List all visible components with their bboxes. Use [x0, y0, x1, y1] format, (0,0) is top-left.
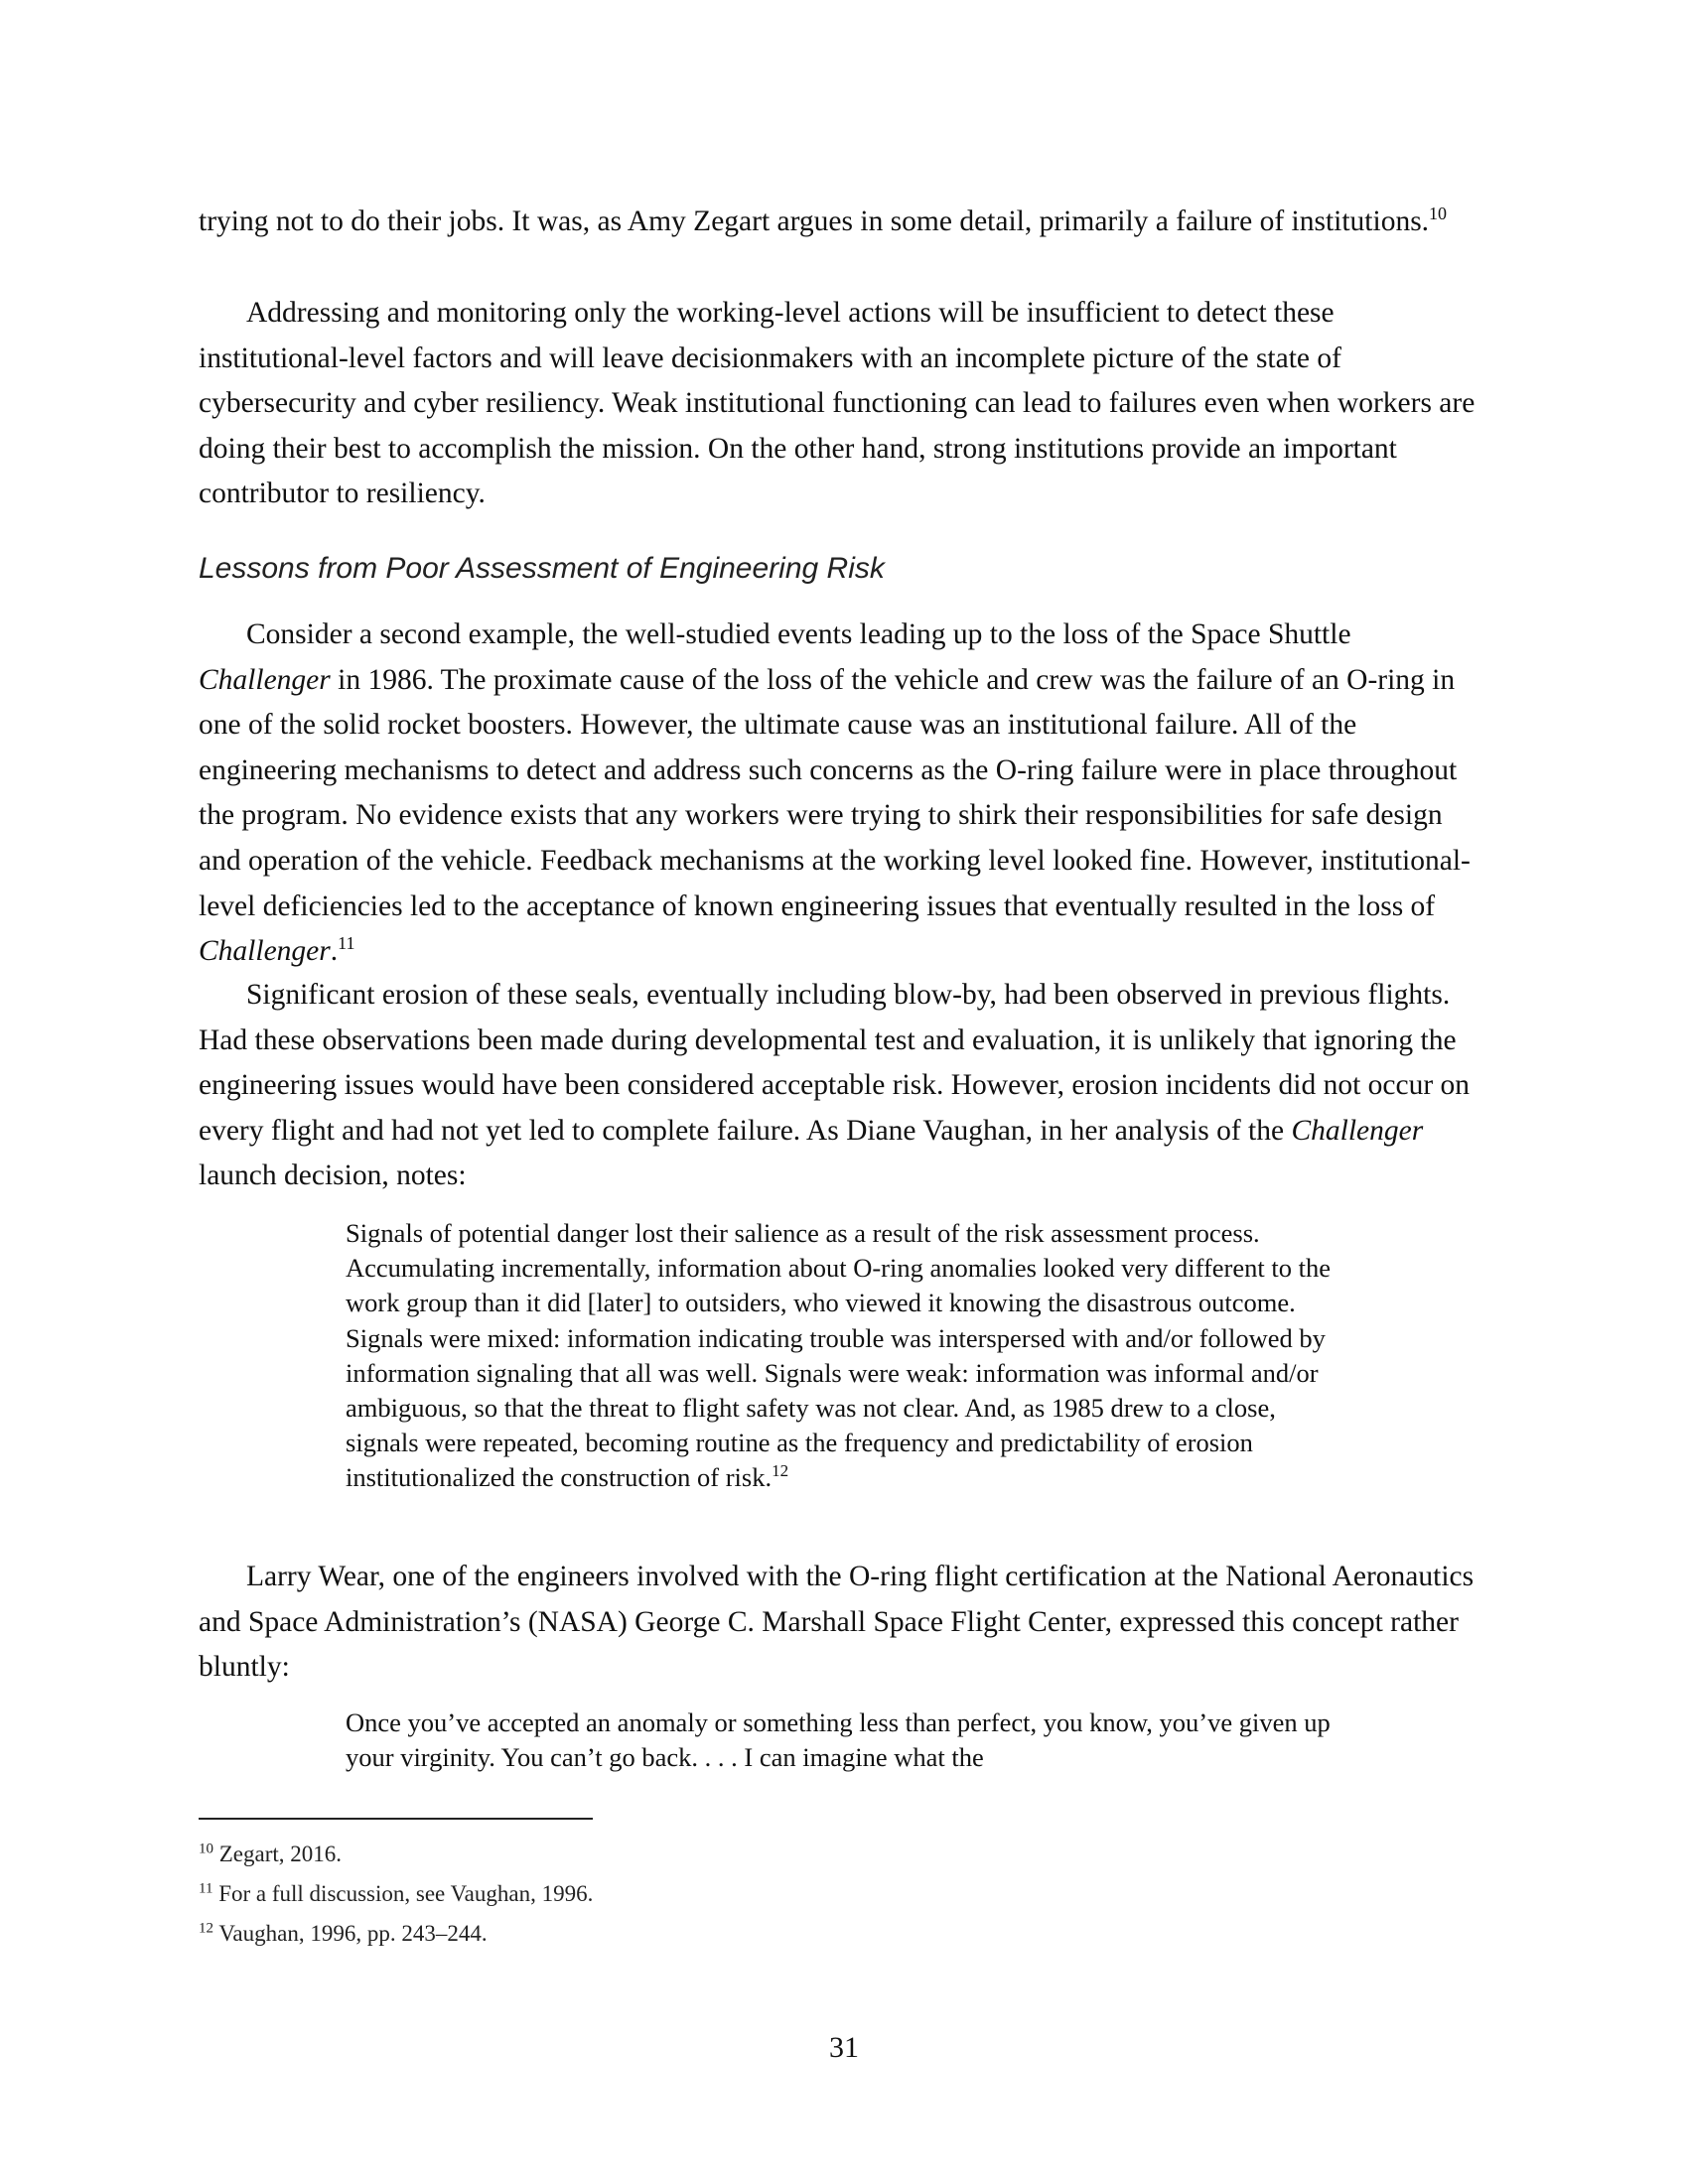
paragraph-seal-erosion [199, 973, 1489, 1199]
paragraph-text: in 1986. The proximate cause of the loss of the vehicle and crew was the failure of an O-ring in one of the solid rocket boosters. However, the ultimate cause was an institutional failure. All of the engineering mechanisms to detect and address such concerns as the O-ring failure were in place throughout the program. No evidence exists that any workers were trying to shirk their responsibilities for safe design and operation of the vehicle. Feedback mechanisms at the working level looked fine. However, institutional-level deficiencies led to the acceptance of known engineering issues that eventually resulted in the loss of [199, 663, 1471, 922]
footnote-ref-12: 12 [772, 1461, 789, 1481]
paragraph-text: . [330, 935, 339, 968]
footnote-ref-10: 10 [1429, 204, 1448, 224]
italic-title: Challenger [199, 663, 331, 696]
footnotes [199, 1835, 1192, 1954]
footnote-number: 10 [199, 1841, 213, 1857]
paragraph-challenger-example [199, 613, 1489, 975]
paragraph-institutional-factors [199, 291, 1489, 517]
paragraph-larry-wear [199, 1555, 1489, 1691]
paragraph-text: Significant erosion of these seals, eventually including blow-by, had been observed in previous flights. Had these observations been made during developmental test and evaluation, it is unlikely that ignoring the engineering issues would have been considered acceptable risk. However, erosion incidents did not occur on every flight and had not yet led to complete failure. As Diane Vaughan, in her analysis of the [199, 979, 1471, 1147]
paragraph-text: trying not to do their jobs. It was, as Amy Zegart argues in some detail, primarily a failure of institutions. [199, 205, 1430, 237]
paragraph-intro-continuation [199, 200, 1489, 245]
italic-title: Challenger [199, 935, 331, 968]
block-quote-wear [346, 1706, 1348, 1775]
italic-title: Challenger [1291, 1114, 1424, 1147]
quote-text: Once you’ve accepted an anomaly or something less than perfect, you know, you’ve given up your virginity. You can’t go back. . . . I can imagine what the [346, 1707, 1331, 1773]
footnote-12 [199, 1914, 1192, 1954]
paragraph-text: Larry Wear, one of the engineers involved with the O-ring flight certification at the National Aeronautics and Space Administration’s (NASA) George C. Marshall Space Flight Center, expressed this concept rather bluntly: [199, 1561, 1475, 1684]
paragraph-text: launch decision, notes: [199, 1160, 467, 1192]
footnote-number: 12 [199, 1920, 213, 1937]
page-number: 31 [829, 2031, 859, 2064]
block-quote-vaughan [346, 1216, 1348, 1496]
footnote-text: For a full discussion, see Vaughan, 1996. [218, 1881, 594, 1906]
footnote-text: Zegart, 2016. [218, 1842, 343, 1866]
quote-text: Signals of potential danger lost their salience as a result of the risk assessment process. Accumulating incrementally, information about O-ring anomalies looked very different to the work group than it did [later] to outsiders, who viewed it knowing the disastrous outcome. Signals were mixed: information indicating trouble was interspersed with and/or followed by information signaling that all was well. Signals were weak: information was informal and/or ambiguous, so that the threat to flight safety was not clear. And, as 1985 drew to a close, signals were repeated, becoming routine as the frequency and predictability of erosion institutionalized the construction of risk. [346, 1218, 1331, 1493]
footnote-11 [199, 1874, 1192, 1914]
paragraph-text: Addressing and monitoring only the working-level actions will be insufficient to detect these institutional-level factors and will leave decisionmakers with an incomplete picture of the state of cybersecurity and cyber resiliency. Weak institutional functioning can lead to failures even when workers are doing their best to accomplish the mission. On the other hand, strong institutions provide an important contributor to resiliency. [199, 297, 1476, 510]
footnote-separator [199, 1818, 593, 1820]
footnote-ref-11: 11 [338, 933, 355, 954]
paragraph-text: Consider a second example, the well-studied events leading up to the loss of the Space Shuttle [246, 618, 1351, 650]
footnote-number: 11 [199, 1880, 213, 1897]
section-heading: Lessons from Poor Assessment of Engineering Risk [199, 552, 885, 585]
footnote-10 [199, 1835, 1192, 1874]
footnote-text: Vaughan, 1996, pp. 243–244. [218, 1921, 488, 1946]
